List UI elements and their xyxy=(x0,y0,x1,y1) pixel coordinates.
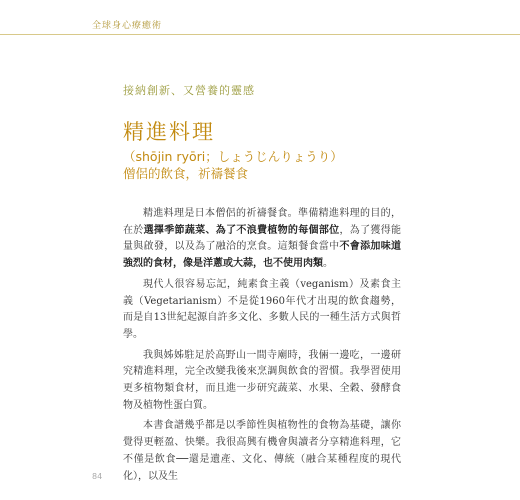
running-head: 全球身心療癒術 xyxy=(92,21,163,31)
page-title: 精進料理 xyxy=(123,120,215,144)
paragraph-1-bold-a: 選擇季節蔬菜、為了不浪費植物的每個部位 xyxy=(143,224,340,236)
paragraph-1-text-a: 精進料理是日本僧侶的祈禱餐食。準備精進料理的目的，在於 xyxy=(123,208,401,236)
subtitle-description: 僧侶的飲食，祈禱餐食 xyxy=(123,166,249,181)
subtitle xyxy=(123,148,423,182)
header-rule xyxy=(0,34,520,35)
section-kicker: 接納創新、又營養的靈感 xyxy=(123,84,255,97)
paragraph-1-text-b: ，為了獲得能量與啟發，以及為了融洽的烹食。這類餐食當中 xyxy=(123,224,402,253)
paragraph-2: 現代人很容易忘記，純素食主義（veganism）及素食主義（Vegetarianism）不是從1960年代才出現的飲食趨勢，而是自13世紀起源自許多文化、多數人民的一種生活方式與哲學。 xyxy=(123,278,401,340)
body-text xyxy=(123,206,401,489)
page-number: 84 xyxy=(92,472,103,481)
paragraph-1-bold-b: 不會添加味道強烈的食材，像是洋蔥或大蒜，也不使用肉類 xyxy=(123,241,402,270)
paragraph-3: 我與姊姊駐足於高野山一間寺廟時，我倆一邊吃，一邊研究精進料理，完全改變我後來烹調與飲食的習慣。我學習使用更多植物類食材，而且進一步研究蔬菜、水果、全穀、發酵食物及植物性蛋白質。 xyxy=(123,349,401,411)
subtitle-romanization: （shōjin ryōri；しょうじんりょうり） xyxy=(123,149,343,164)
paragraph-1-text-c: 。 xyxy=(323,258,333,270)
paragraph-4: 本書食譜幾乎都是以季節性與植物性的食物為基礎，讓你覺得更輕盈、快樂。我很高興有機會與讀者分享精進料理，它不僅是飲食──還是遺產、文化、傳統（融合某種程度的現代化），以及生 xyxy=(123,420,401,482)
paragraph-1 xyxy=(123,206,401,273)
